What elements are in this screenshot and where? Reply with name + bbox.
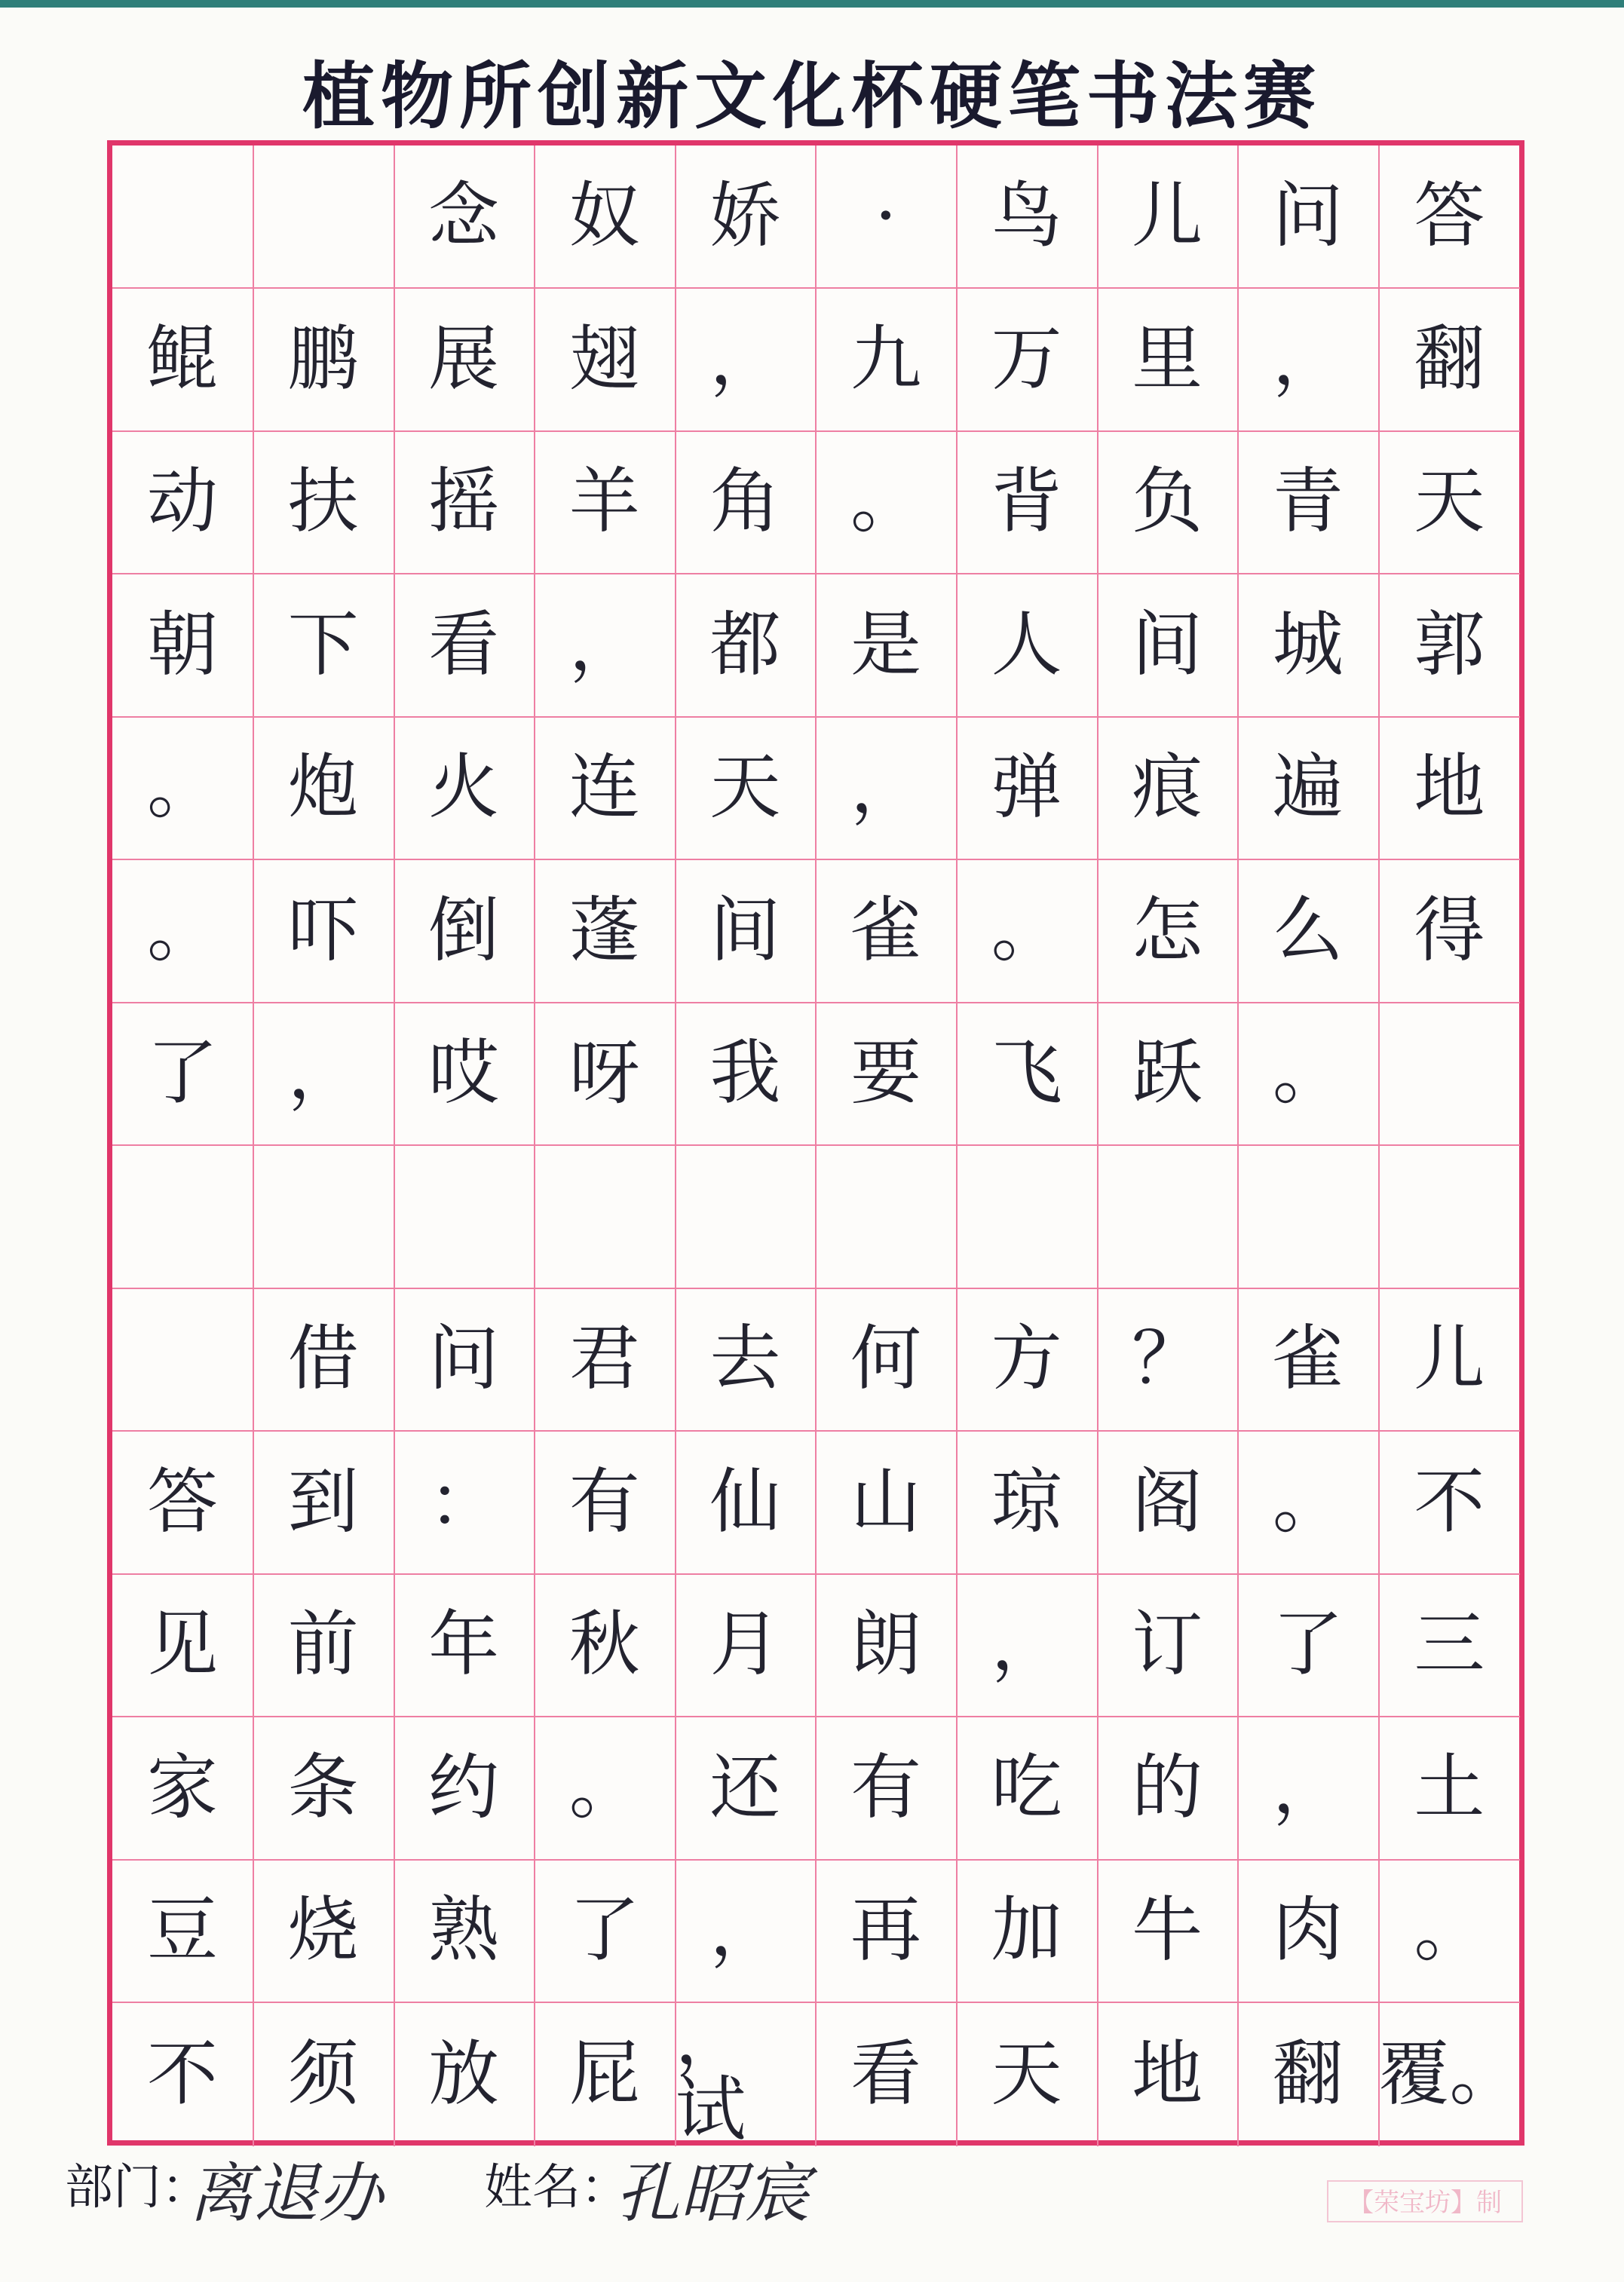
grid-cell bbox=[253, 145, 395, 289]
grid-cell: 我 bbox=[675, 1003, 817, 1146]
grid-cell: 肉 bbox=[1238, 1860, 1380, 2003]
grid-cell bbox=[112, 1288, 254, 1432]
grid-cell: ，试 bbox=[675, 2003, 817, 2146]
grid-cell: ， bbox=[675, 1860, 817, 2003]
grid-cell: 条 bbox=[253, 1717, 395, 1861]
grid-cell: 不 bbox=[112, 2003, 254, 2146]
grid-cell: 翅 bbox=[535, 289, 676, 432]
grid-cell: 。 bbox=[816, 431, 958, 574]
grid-cell: 炮 bbox=[253, 717, 395, 860]
grid-cell: 要 bbox=[816, 1003, 958, 1146]
grid-cell: 连 bbox=[535, 717, 676, 860]
grid-cell: 遍 bbox=[1238, 717, 1380, 860]
grid-cell: 问 bbox=[394, 1288, 535, 1432]
grid-cell: 的 bbox=[1097, 1717, 1239, 1861]
grid-cell: 有 bbox=[535, 1432, 676, 1575]
grid-cell: 问 bbox=[1238, 145, 1380, 289]
grid-cell: 豆 bbox=[112, 1860, 254, 2003]
grid-cell: 有 bbox=[816, 1717, 958, 1861]
grid-cell: 天 bbox=[1378, 431, 1520, 574]
grid-cell: 三 bbox=[1378, 1574, 1520, 1717]
grid-cell: 九 bbox=[816, 289, 958, 432]
grid-cell: 哎 bbox=[394, 1003, 535, 1146]
grid-cell: 见 bbox=[112, 1574, 254, 1717]
grid-cell: 山 bbox=[816, 1432, 958, 1575]
grid-cell: 了 bbox=[535, 1860, 676, 2003]
grid-cell: 里 bbox=[1097, 289, 1239, 432]
grid-cell: 看 bbox=[394, 574, 535, 718]
grid-cell: 鸟 bbox=[957, 145, 1098, 289]
grid-cell bbox=[394, 1146, 535, 1289]
grid-cell: 鲲 bbox=[112, 289, 254, 432]
grid-cell: 答 bbox=[1378, 145, 1520, 289]
grid-cell: 。 bbox=[112, 860, 254, 1003]
grid-cell: 是 bbox=[816, 574, 958, 718]
grid-cell: 城 bbox=[1238, 574, 1380, 718]
grid-cell bbox=[1097, 1146, 1239, 1289]
grid-cell: 倒 bbox=[394, 860, 535, 1003]
grid-cell: 飞 bbox=[957, 1003, 1098, 1146]
grid-cell: 扶 bbox=[253, 431, 395, 574]
grid-cell: 答 bbox=[112, 1432, 254, 1575]
grid-cell bbox=[675, 1146, 817, 1289]
grid-cell: 再 bbox=[816, 1860, 958, 2003]
grid-cell: 了 bbox=[112, 1003, 254, 1146]
grid-cell: 到 bbox=[253, 1432, 395, 1575]
grid-cell: 。 bbox=[1238, 1003, 1380, 1146]
grid-cell: 蓬 bbox=[535, 860, 676, 1003]
grid-cell: 约 bbox=[394, 1717, 535, 1861]
grid-cell: 不 bbox=[1378, 1432, 1520, 1575]
department-label: 部门： bbox=[65, 2160, 210, 2216]
grid-cell bbox=[253, 1146, 395, 1289]
writing-grid bbox=[107, 140, 1524, 2151]
grid-cell: 。 bbox=[1238, 1432, 1380, 1575]
grid-cell: 弹 bbox=[957, 717, 1098, 860]
grid-cell: 儿 bbox=[1378, 1288, 1520, 1432]
grid-cell: 。 bbox=[112, 717, 254, 860]
grid-cell: 看 bbox=[816, 2003, 958, 2146]
grid-cell: 阁 bbox=[1097, 1432, 1239, 1575]
name-value: 孔昭宸 bbox=[615, 2156, 810, 2231]
grid-cell: 吓 bbox=[253, 860, 395, 1003]
grid-cell: 怎 bbox=[1097, 860, 1239, 1003]
grid-cell: 熟 bbox=[394, 1860, 535, 2003]
grid-cell: 朝 bbox=[112, 574, 254, 718]
grid-cell: 还 bbox=[675, 1717, 817, 1861]
grid-cell: 何 bbox=[816, 1288, 958, 1432]
grid-cell: 吃 bbox=[957, 1717, 1098, 1861]
grid-cell: 须 bbox=[253, 2003, 395, 2146]
grid-cell: 了 bbox=[1238, 1574, 1380, 1717]
grid-cell: 青 bbox=[1238, 431, 1380, 574]
grid-cell: 雀 bbox=[816, 860, 958, 1003]
grid-cell: 君 bbox=[535, 1288, 676, 1432]
grid-cell: 前 bbox=[253, 1574, 395, 1717]
grid-cell bbox=[1378, 1003, 1520, 1146]
grid-cell: 。 bbox=[957, 860, 1098, 1003]
grid-cell: 得 bbox=[1378, 860, 1520, 1003]
grid-cell bbox=[816, 1146, 958, 1289]
grid-cell: 念 bbox=[394, 145, 535, 289]
page-title: 植物所创新文化杯硬笔书法赛 bbox=[302, 54, 1322, 139]
grid-cell: 去 bbox=[675, 1288, 817, 1432]
grid-cell bbox=[112, 145, 254, 289]
grid-cell: 奴 bbox=[535, 145, 676, 289]
grid-cell: ， bbox=[816, 717, 958, 860]
grid-cell: 借 bbox=[253, 1288, 395, 1432]
grid-cell: 人 bbox=[957, 574, 1098, 718]
grid-cell: 跃 bbox=[1097, 1003, 1239, 1146]
grid-cell: 翻 bbox=[1238, 2003, 1380, 2146]
grid-cell: 展 bbox=[394, 289, 535, 432]
paper-maker-stamp: 【荣宝坊】制 bbox=[1327, 2180, 1523, 2222]
grid-cell: 负 bbox=[1097, 431, 1239, 574]
grid-cell: · bbox=[816, 145, 958, 289]
grid-cell: 间 bbox=[675, 860, 817, 1003]
grid-cell: ： bbox=[394, 1432, 535, 1575]
grid-cell: 月 bbox=[675, 1574, 817, 1717]
grid-cell: ， bbox=[957, 1574, 1098, 1717]
grid-cell bbox=[1238, 1146, 1380, 1289]
grid-cell: 订 bbox=[1097, 1574, 1239, 1717]
grid-cell: 天 bbox=[675, 717, 817, 860]
grid-cell: 屁 bbox=[535, 2003, 676, 2146]
grid-cell: ？ bbox=[1097, 1288, 1239, 1432]
grid-cell: 年 bbox=[394, 1574, 535, 1717]
grid-cell: 万 bbox=[957, 289, 1098, 432]
grid-cell: 地 bbox=[1097, 2003, 1239, 2146]
name-label: 姓名： bbox=[484, 2160, 629, 2216]
grid-cell bbox=[1378, 1146, 1520, 1289]
grid-cell: 呀 bbox=[535, 1003, 676, 1146]
grid-cell: 间 bbox=[1097, 574, 1239, 718]
grid-cell: 郭 bbox=[1378, 574, 1520, 718]
grid-cell: 雀 bbox=[1238, 1288, 1380, 1432]
grid-cell: 方 bbox=[957, 1288, 1098, 1432]
grid-cell: 儿 bbox=[1097, 145, 1239, 289]
grid-cell: 翻 bbox=[1378, 289, 1520, 432]
grid-cell: ， bbox=[253, 1003, 395, 1146]
grid-cell: 地 bbox=[1378, 717, 1520, 860]
page-top-edge bbox=[0, 0, 1624, 8]
grid-cell bbox=[957, 1146, 1098, 1289]
grid-cell: 天 bbox=[957, 2003, 1098, 2146]
grid-cell bbox=[112, 1146, 254, 1289]
grid-cell: 动 bbox=[112, 431, 254, 574]
department-value: 离退办 bbox=[188, 2156, 383, 2231]
grid-cell: 烧 bbox=[253, 1860, 395, 2003]
grid-cell: 。 bbox=[1378, 1860, 1520, 2003]
grid-cell: ， bbox=[675, 289, 817, 432]
grid-cell: 土 bbox=[1378, 1717, 1520, 1861]
grid-cell: ， bbox=[1238, 289, 1380, 432]
grid-cell: 火 bbox=[394, 717, 535, 860]
grid-cell: 下 bbox=[253, 574, 395, 718]
grid-cell: 摇 bbox=[394, 431, 535, 574]
grid-cell: 背 bbox=[957, 431, 1098, 574]
grid-cell: 加 bbox=[957, 1860, 1098, 2003]
grid-cell: 琼 bbox=[957, 1432, 1098, 1575]
grid-cell: 痕 bbox=[1097, 717, 1239, 860]
grid-cell: 鹏 bbox=[253, 289, 395, 432]
grid-cell: 娇 bbox=[675, 145, 817, 289]
grid-cell bbox=[535, 1146, 676, 1289]
grid-cell: 放 bbox=[394, 2003, 535, 2146]
grid-cell: 仙 bbox=[675, 1432, 817, 1575]
grid-cell: 角 bbox=[675, 431, 817, 574]
grid-cell: 覆。 bbox=[1378, 2032, 1521, 2115]
grid-cell: 朗 bbox=[816, 1574, 958, 1717]
grid-cell: 秋 bbox=[535, 1574, 676, 1717]
grid-cell: 都 bbox=[675, 574, 817, 718]
grid-cell: 牛 bbox=[1097, 1860, 1239, 2003]
grid-cell: 么 bbox=[1238, 860, 1380, 1003]
grid-cell: ， bbox=[535, 574, 676, 718]
grid-cell: 家 bbox=[112, 1717, 254, 1861]
grid-cell: 羊 bbox=[535, 431, 676, 574]
grid-cell: ， bbox=[1238, 1717, 1380, 1861]
grid-cell: 。 bbox=[535, 1717, 676, 1861]
